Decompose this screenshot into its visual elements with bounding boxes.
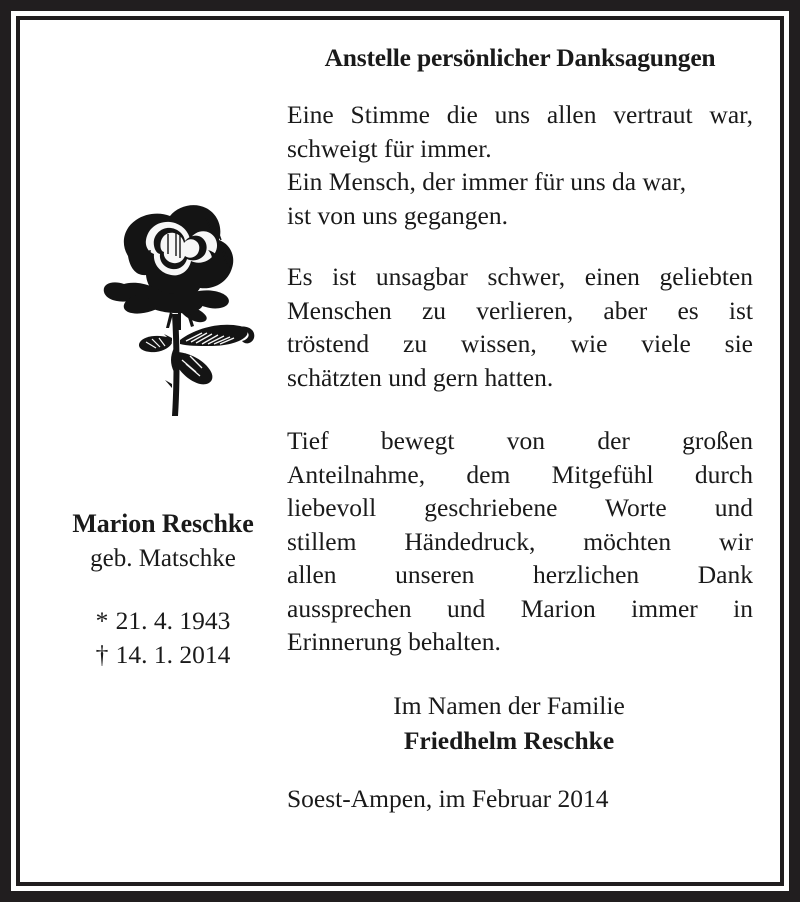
verse-line-2: schweigt für immer. [287, 133, 492, 163]
verse-line-3: Ein Mensch, der immer für uns da war, [287, 167, 687, 196]
verse-line-1: Eine Stimme die uns allen vertraut war, [287, 100, 753, 129]
condolence-line-1: Es ist unsagbar schwer, einen geliebten [287, 262, 753, 291]
thanks-line-7: Erinnerung behalten. [287, 627, 501, 656]
death-cross-icon: † [95, 640, 109, 669]
thanks-line-6: aussprechen und Marion immer in [287, 593, 753, 623]
thanks-line-3: liebevoll geschriebene Worte und [287, 493, 753, 522]
thanks-paragraph [287, 424, 753, 659]
verse-paragraph [287, 98, 753, 232]
thanks-line-5: allen unseren herzlichen Dank [287, 560, 753, 589]
condolence-line-2: Menschen zu verlieren, aber es ist [287, 295, 753, 325]
condolence-line-3: tröstend zu wissen, wie viele sie [287, 329, 753, 358]
deceased-identity-block [34, 507, 292, 672]
paragraph-spacer [287, 232, 753, 260]
death-date-value: 14. 1. 2014 [115, 640, 231, 669]
notice-paper [20, 20, 780, 882]
deceased-maiden-name: geb. Matschke [90, 545, 236, 572]
family-line: Im Namen der Familie [393, 690, 625, 720]
notice-heading: Anstelle persönlicher Danksagungen [324, 43, 716, 72]
thanks-line-1: Tief bewegt von der großen [287, 426, 753, 455]
thanks-line-2: Anteilnahme, dem Mitgefühl durch [287, 459, 753, 489]
birth-date-line [96, 604, 231, 638]
closing-block [287, 689, 753, 759]
death-date-line [96, 638, 231, 672]
rose-illustration [90, 188, 260, 418]
life-dates [96, 604, 231, 672]
thanks-line-4: stillem Händedruck, möchten wir [287, 526, 753, 556]
verse-line-4: ist von uns gegangen. [287, 200, 508, 230]
deceased-name: Marion Reschke [72, 509, 254, 538]
paragraph-spacer [287, 394, 753, 424]
signer-name: Friedhelm Reschke [403, 725, 615, 755]
notice-text-column [287, 42, 753, 815]
condolence-line-4: schätzten und gern hatten. [287, 362, 554, 392]
birth-star-icon: * [95, 606, 109, 635]
birth-date-value: 21. 4. 1943 [115, 606, 231, 635]
place-and-date: Soest-Ampen, im Februar 2014 [287, 783, 609, 813]
condolence-paragraph [287, 260, 753, 394]
